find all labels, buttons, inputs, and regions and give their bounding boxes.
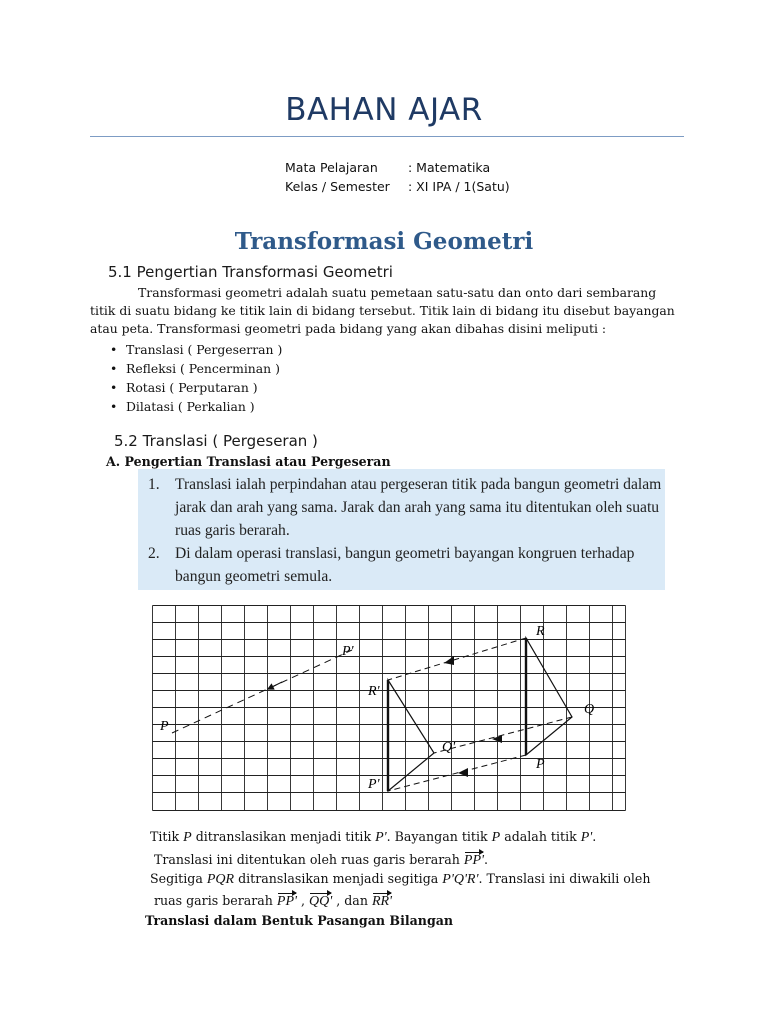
caption-text: ditranslasikan menjadi segitiga (234, 871, 443, 886)
caption-text: Segitiga (150, 871, 207, 886)
callout-item-number: 1. (148, 476, 160, 493)
label-p-orig: P (536, 757, 545, 772)
main-heading: Transformasi Geometri (234, 228, 534, 255)
caption-text: . Translasi ini diwakili oleh (478, 871, 651, 886)
list-item: • Translasi ( Pergeserran ) (110, 340, 282, 359)
paragraph-line-2: titik di suatu bidang ke titik lain di bidang tersebut. Titik lain di bidang itu disebut bayangan (90, 303, 675, 318)
callout-line: Translasi ialah perpindahan atau pergeseran titik pada bangun geometri dalam (175, 476, 662, 493)
caption-text: Titik (150, 829, 184, 844)
vector-symbol: QQ' (309, 894, 333, 909)
title-divider (90, 136, 684, 137)
caption-text: . (592, 829, 597, 844)
caption-text: Translasi ini ditentukan oleh ruas garis berarah (154, 852, 464, 867)
callout-line: ruas garis berarah. (175, 522, 290, 539)
list-item: • Refleksi ( Pencerminan ) (110, 359, 282, 378)
math-symbol: PQR (206, 872, 235, 887)
vector-symbol: PP' (276, 894, 297, 909)
label-q: Q (584, 702, 595, 717)
arrow-head-r (444, 656, 454, 665)
math-symbol: P'Q'R' (442, 872, 479, 887)
label-r: R (536, 624, 545, 639)
caption-text: adalah titik (500, 829, 581, 844)
subsection-a-heading: A. Pengertian Translasi atau Pergeseran (106, 454, 391, 469)
triangle-pqr-image (388, 680, 434, 791)
caption-line-1 (150, 828, 596, 847)
translation-arrow-head (270, 682, 282, 688)
definition-callout (138, 469, 665, 590)
math-symbol: P (491, 830, 501, 845)
transformation-list (110, 340, 282, 416)
meta-class-value: : XI IPA / 1(Satu) (408, 179, 510, 194)
math-symbol: P' (375, 830, 387, 845)
label-r-image: R' (368, 684, 380, 699)
caption-line-4 (154, 892, 392, 911)
math-symbol: P' (580, 830, 593, 845)
caption-line-3 (150, 870, 650, 889)
paragraph-line-3: atau peta. Transformasi geometri pada bidang yang akan dibahas disini meliputi : (90, 321, 607, 336)
callout-line: bangun geometri semula. (175, 568, 333, 585)
section-2-heading: 5.2 Translasi ( Pergeseran ) (114, 432, 318, 450)
callout-line: jarak dan arah yang sama. Jarak dan arah yang sama itu ditentukan oleh suatu (175, 499, 660, 516)
paragraph-line-1: Transformasi geometri adalah suatu pemetaan satu-satu dan onto dari sembarang (138, 285, 657, 300)
section-1-heading: 5.1 Pengertian Transformasi Geometri (108, 263, 393, 281)
subsection-heading-number-pair: Translasi dalam Bentuk Pasangan Bilangan (145, 913, 454, 928)
caption-text: ruas garis berarah (154, 893, 277, 908)
callout-line: Di dalam operasi translasi, bangun geometri bayangan kongruen terhadap (175, 545, 635, 562)
callout-item-number: 2. (148, 545, 160, 562)
meta-class-label: Kelas / Semester (285, 179, 390, 194)
list-item: • Dilatasi ( Perkalian ) (110, 397, 282, 416)
list-item: • Rotasi ( Perputaran ) (110, 378, 282, 397)
caption-text: ditranslasikan menjadi titik (191, 829, 376, 844)
meta-subject-value: : Matematika (408, 160, 491, 175)
label-p-prime: P' (342, 644, 354, 659)
document-title: BAHAN AJAR (285, 92, 483, 128)
caption-text: , (297, 893, 310, 908)
meta-subject-label: Mata Pelajaran (285, 160, 378, 175)
triangle-pqr (526, 638, 572, 755)
vector-symbol: PP' (463, 853, 485, 868)
caption-text: . (484, 852, 489, 867)
vector-pp-small (388, 755, 526, 791)
math-symbol: P (183, 830, 192, 845)
caption-text: , dan (332, 893, 372, 908)
caption-line-2 (154, 851, 488, 870)
translation-vector-pp (172, 650, 352, 733)
label-p: P (160, 719, 169, 734)
label-q-image: Q' (442, 740, 456, 755)
caption-text: . Bayangan titik (386, 829, 492, 844)
label-p-image: P' (368, 777, 380, 792)
translation-grid-figure (152, 605, 626, 811)
vector-symbol: RR' (371, 894, 393, 909)
